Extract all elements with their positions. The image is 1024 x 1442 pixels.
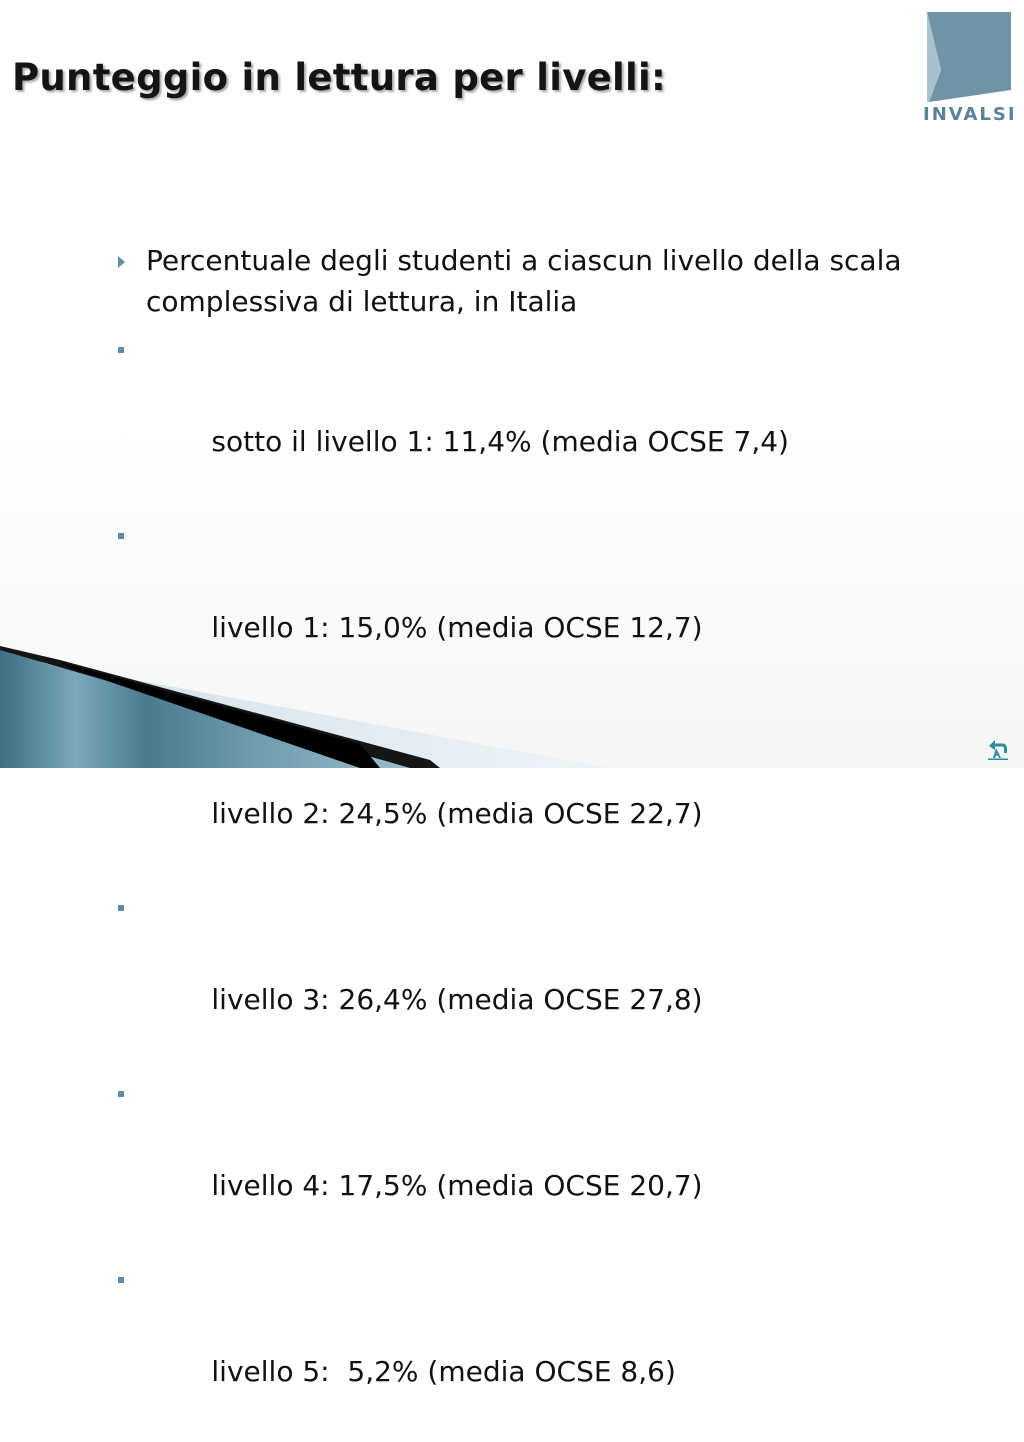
list-item-text: livello 2: 24,5% (media OCSE 22,7) — [211, 797, 703, 830]
return-icon[interactable] — [985, 735, 1011, 761]
triangle-bullet-icon — [118, 256, 125, 268]
slide-content — [112, 240, 992, 1442]
list-item-text: livello 5: 5,2% (media OCSE 8,6) — [211, 1355, 676, 1388]
slide-title: Punteggio in lettura per livelli: — [12, 56, 667, 99]
list-item — [112, 326, 992, 512]
lead-text: Percentuale degli studenti a ciascun livello della scala complessiva di lettura, in Italia — [146, 244, 902, 318]
square-bullet-icon — [118, 905, 124, 911]
list-item — [112, 1256, 992, 1442]
list-item-text: sotto il livello 1: 11,4% (media OCSE 7,4) — [211, 425, 789, 458]
list-item-text: livello 1: 15,0% (media OCSE 12,7) — [211, 611, 703, 644]
list-item — [112, 1070, 992, 1256]
list-item — [112, 884, 992, 1070]
level-list — [112, 326, 992, 1442]
square-bullet-icon — [118, 1277, 124, 1283]
corner-swoosh-decoration — [0, 640, 1024, 768]
list-item-text: livello 4: 17,5% (media OCSE 20,7) — [211, 1169, 703, 1202]
square-bullet-icon — [118, 347, 124, 353]
logo-text: INVALSI — [923, 104, 1017, 125]
square-bullet-icon — [118, 1091, 124, 1097]
square-bullet-icon — [118, 533, 124, 539]
lead-bullet-item — [112, 240, 992, 322]
list-item-text: livello 3: 26,4% (media OCSE 27,8) — [211, 983, 703, 1016]
invalsi-logo — [923, 10, 1017, 125]
